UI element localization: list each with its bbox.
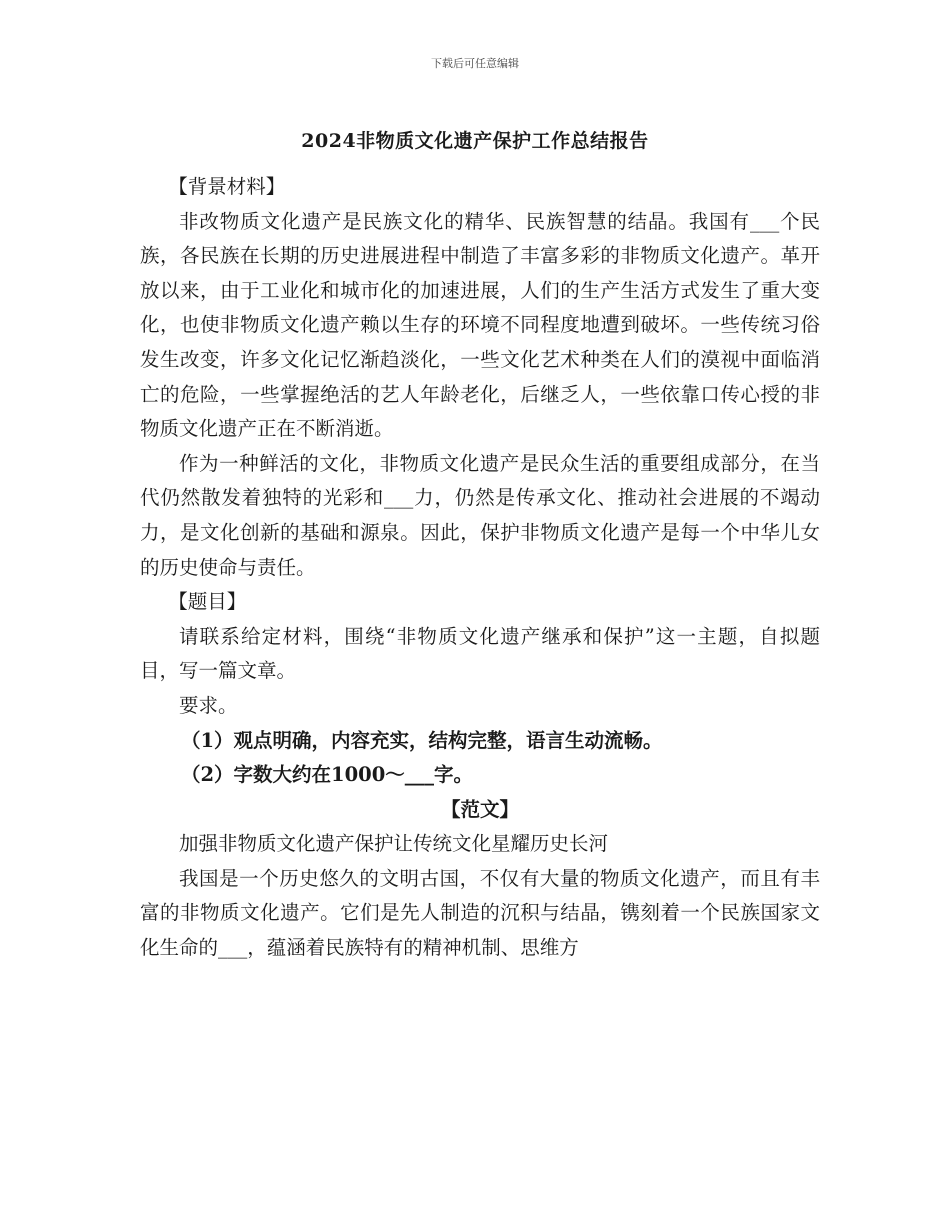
sample-paragraph-1: 我国是一个历史悠久的文明古国，不仅有大量的物质文化遗产，而且有丰富的非物质文化遗产。它们是先人制造的沉积与结晶，镌刻着一个民族国家文化生命的___，蕴涵着民族特有的精神机制、思维方 bbox=[140, 866, 820, 960]
document-title: 2024非物质文化遗产保护工作总结报告 bbox=[301, 130, 649, 152]
background-heading: 【背景材料】 bbox=[168, 175, 286, 198]
header-note: 下载后可任意编辑 bbox=[431, 57, 519, 70]
requirements-label: 要求。 bbox=[179, 693, 238, 717]
sample-heading: 【范文】 bbox=[440, 797, 519, 821]
topic-heading: 【题目】 bbox=[168, 590, 247, 614]
background-paragraph-2: 作为一种鲜活的文化，非物质文化遗产是民众生活的重要组成部分，在当代仍然散发着独特的光彩和___力，仍然是传承文化、推动社会进展的不竭动力，是文化创新的基础和源泉。因此，保护非物质文化遗产是每一个中华儿女的历史使命与责任。 bbox=[140, 451, 820, 579]
requirement-2: （2）字数大约在1000～___字。 bbox=[180, 763, 474, 787]
sample-title: 加强非物质文化遗产保护让传统文化星耀历史长河 bbox=[179, 832, 609, 856]
background-paragraph-1: 非改物质文化遗产是民族文化的精华、民族智慧的结晶。我国有___个民族，各民族在长期的历史进展进程中制造了丰富多彩的非物质文化遗产。革开放以来，由于工业化和城市化的加速进展，人们的生产生活方式发生了重大变化，也使非物质文化遗产赖以生存的环境不同程度地遭到破坏。一些传统习俗发生改变，许多文化记忆渐趋淡化，一些文化艺术种类在人们的漠视中面临消亡的危险，一些掌握绝活的艺人年龄老化，后继乏人，一些依靠口传心授的非物质文化遗产正在不断消逝。 bbox=[140, 209, 820, 441]
requirement-1: （1）观点明确，内容充实，结构完整，语言生动流畅。 bbox=[180, 728, 663, 752]
topic-paragraph: 请联系给定材料，围绕“非物质文化遗产继承和保护”这一主题，自拟题目，写一篇文章。 bbox=[140, 624, 820, 683]
document-body bbox=[140, 170, 820, 966]
